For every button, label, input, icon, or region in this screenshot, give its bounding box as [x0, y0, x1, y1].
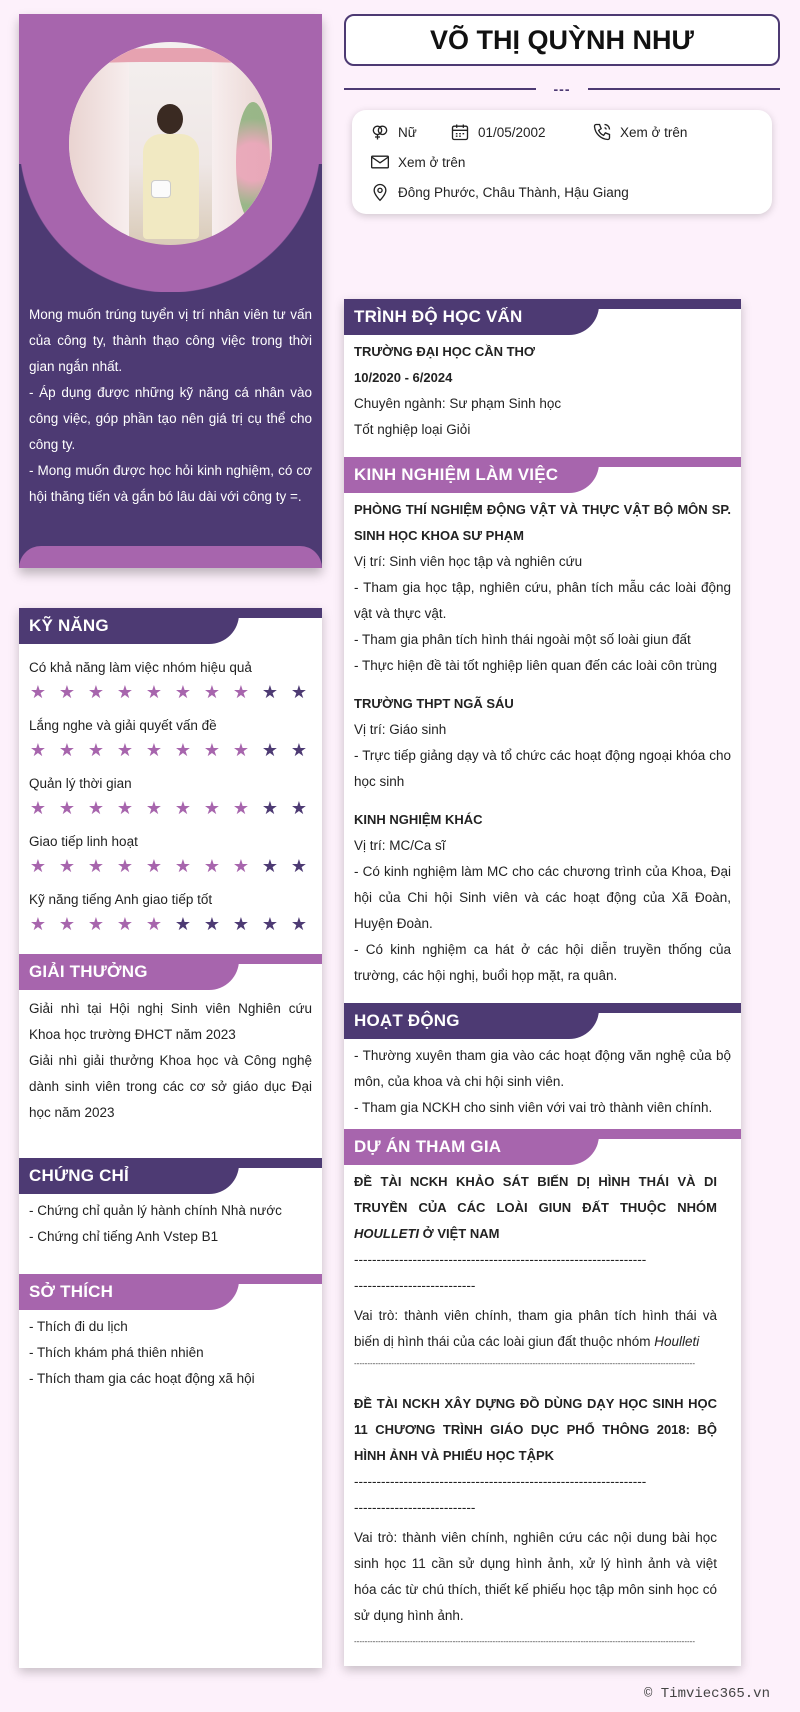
section-title: HOẠT ĐỘNG [354, 1011, 460, 1030]
address-value: Đông Phước, Châu Thành, Hậu Giang [398, 184, 629, 200]
star-filled-icon: ★ [29, 740, 47, 760]
star-filled-icon: ★ [29, 798, 47, 818]
location-pin-icon [370, 182, 390, 202]
star-empty-icon: ★ [261, 682, 279, 702]
certificate-item: - Chứng chỉ tiếng Anh Vstep B1 [29, 1229, 219, 1244]
star-filled-icon: ★ [116, 740, 134, 760]
skill-name: Giao tiếp linh hoạt [29, 834, 138, 849]
email-row [370, 150, 465, 174]
award-item: Giải nhì giải thưởng Khoa học và Công nghệ dành sinh viên trong các cơ sở giáo dục Đại học năm 2023 [29, 1053, 312, 1120]
star-filled-icon: ★ [145, 856, 163, 876]
star-filled-icon: ★ [174, 856, 192, 876]
job-line: - Thực hiện đề tài tốt nghiệp liên quan đến các loài côn trùng [354, 658, 718, 673]
star-empty-icon: ★ [290, 798, 308, 818]
skill-rating [29, 914, 312, 934]
star-empty-icon: ★ [290, 682, 308, 702]
skill-name: Quản lý thời gian [29, 776, 132, 791]
project-title-text: Ở VIỆT NAM [419, 1226, 500, 1241]
star-filled-icon: ★ [203, 798, 221, 818]
main-sections-card [344, 299, 741, 1666]
star-filled-icon: ★ [232, 682, 250, 702]
star-filled-icon: ★ [87, 740, 105, 760]
experience-body [344, 497, 741, 989]
star-filled-icon: ★ [58, 798, 76, 818]
job-line: - Tham gia học tập, nghiên cứu, phân tích mẫu các loài động vật và thực vật. [354, 580, 731, 621]
section-title: TRÌNH ĐỘ HỌC VẤN [354, 307, 523, 326]
star-filled-icon: ★ [145, 682, 163, 702]
star-filled-icon: ★ [58, 856, 76, 876]
projects-header [344, 1129, 741, 1165]
contact-info-card [352, 110, 772, 214]
email-value: Xem ở trên [398, 154, 466, 170]
section-title: DỰ ÁN THAM GIA [354, 1137, 502, 1156]
birthday-value: 01/05/2002 [478, 124, 546, 140]
awards-list [19, 996, 322, 1126]
star-empty-icon: ★ [290, 914, 308, 934]
mail-icon [370, 152, 390, 172]
star-filled-icon: ★ [145, 798, 163, 818]
activities-body [344, 1043, 741, 1121]
divider-mark: --- [553, 81, 571, 97]
education-header [344, 299, 741, 335]
objective-line: - Mong muốn được học hỏi kinh nghiệm, có cơ hội thăng tiến và gắn bó lâu dài với công ty =. [29, 463, 312, 504]
skill-item [19, 832, 322, 876]
job-line: Vị trí: Sinh viên học tập và nghiên cứu [354, 554, 583, 569]
hobbies-header [19, 1274, 322, 1310]
skills-list [19, 658, 322, 934]
footer-credit: © Timviec365.vn [643, 1686, 770, 1702]
certificate-item: - Chứng chỉ quản lý hành chính Nhà nước [29, 1203, 282, 1218]
star-filled-icon: ★ [29, 682, 47, 702]
hobby-item: - Thích khám phá thiên nhiên [29, 1345, 204, 1360]
star-filled-icon: ★ [203, 682, 221, 702]
skill-name: Kỹ năng tiếng Anh giao tiếp tốt [29, 892, 213, 907]
hobby-item: - Thích tham gia các hoạt động xã hội [29, 1371, 255, 1386]
job-line: - Có kinh nghiệm làm MC cho các chương trình của Khoa, Đại hội của Chi hội Sinh viên và các hoạt động của Xã Đoàn, Huyện Đoàn. [354, 864, 731, 931]
star-empty-icon: ★ [203, 914, 221, 934]
star-filled-icon: ★ [174, 682, 192, 702]
star-filled-icon: ★ [203, 740, 221, 760]
dash-separator: --------------------------- [354, 1278, 476, 1293]
project-title [354, 1169, 717, 1247]
profile-card [19, 14, 322, 568]
star-filled-icon: ★ [232, 740, 250, 760]
objective-line: Mong muốn trúng tuyển vị trí nhân viên tư vấn của công ty, thành thạo công việc trong thời gian ngắn nhất. [29, 307, 312, 374]
card-bottom-accent [19, 546, 322, 568]
job-org: TRƯỜNG THPT NGÃ SÁU [354, 696, 514, 711]
project-role-text: Vai trò: thành viên chính, tham gia phân tích hình thái và biến dị hình thái của các loài giun đất thuộc nhóm [354, 1308, 717, 1349]
education-major: Chuyên ngành: Sư phạm Sinh học [354, 396, 562, 411]
star-filled-icon: ★ [145, 740, 163, 760]
star-filled-icon: ★ [116, 914, 134, 934]
skill-rating [29, 740, 312, 760]
star-empty-icon: ★ [232, 914, 250, 934]
left-column [19, 14, 322, 1386]
phone-icon [592, 122, 612, 142]
experience-header [344, 457, 741, 493]
project-title-text: ĐỀ TÀI NCKH KHẢO SÁT BIẾN DỊ HÌNH THÁI VÀ DI TRUYỀN CỦA CÁC LOÀI GIUN ĐẤT THUỘC NHÓM [354, 1174, 717, 1215]
projects-body [344, 1169, 741, 1649]
star-filled-icon: ★ [145, 914, 163, 934]
dash-separator: ----------------------------------------------------------------- [354, 1474, 647, 1489]
skill-item [19, 716, 322, 760]
certificates-list [19, 1198, 322, 1250]
education-grade: Tốt nghiệp loại Giỏi [354, 422, 471, 437]
skill-rating [29, 856, 312, 876]
star-empty-icon: ★ [290, 740, 308, 760]
phone-row [592, 120, 687, 144]
gender-value: Nữ [398, 124, 417, 140]
award-item: Giải nhì tại Hội nghị Sinh viên Nghiên cứu Khoa học trường ĐHCT năm 2023 [29, 1001, 312, 1042]
career-objective [19, 292, 322, 510]
profile-photo [69, 42, 272, 245]
section-title: SỞ THÍCH [29, 1282, 114, 1301]
star-filled-icon: ★ [232, 798, 250, 818]
hobby-item: - Thích đi du lịch [29, 1319, 128, 1334]
project-role: Vai trò: thành viên chính, nghiên cứu các nội dung bài học sinh học 11 cần sử dụng hình ảnh, xử lý hình ảnh và việt hóa các từ chú thích, thiết kế phiếu học tập môn sinh học có sử dụng hình ảnh. [354, 1530, 717, 1623]
job-line: Vị trí: Giáo sinh [354, 722, 447, 737]
skill-item [19, 774, 322, 818]
job-org: KINH NGHIỆM KHÁC [354, 812, 483, 827]
gender-row [370, 120, 417, 144]
skill-name: Lắng nghe và giải quyết vấn đề [29, 718, 217, 733]
project-role [354, 1303, 717, 1355]
skill-item [19, 658, 322, 702]
hobbies-list [19, 1314, 322, 1392]
gender-icon [370, 122, 390, 142]
calendar-icon [450, 122, 470, 142]
project-title: ĐỀ TÀI NCKH XÂY DỰNG ĐỒ DÙNG DẠY HỌC SINH HỌC 11 CHƯƠNG TRÌNH GIÁO DỤC PHỔ THÔNG 2018: BỘ HÌNH ẢNH VÀ PHIẾU HỌC TẬPK [354, 1396, 717, 1463]
activity-item: - Thường xuyên tham gia vào các hoạt động văn nghệ của bộ môn, của khoa và chi hội sinh viên. [354, 1048, 731, 1089]
activity-item: - Tham gia NCKH cho sinh viên với vai trò thành viên chính. [354, 1100, 713, 1115]
full-name: VÕ THỊ QUỲNH NHƯ [344, 14, 780, 66]
project-role-italic: Houlleti [654, 1334, 700, 1349]
star-filled-icon: ★ [29, 856, 47, 876]
project-title-italic: HOULLETI [354, 1226, 419, 1241]
star-empty-icon: ★ [261, 798, 279, 818]
star-filled-icon: ★ [29, 914, 47, 934]
star-filled-icon: ★ [87, 682, 105, 702]
thin-separator: -------------------------------------------------------------------------------------------------------------------------------- [354, 1359, 695, 1368]
job-line: - Trực tiếp giảng dạy và tổ chức các hoạt động ngoại khóa cho học sinh [354, 748, 731, 789]
birthday-row [450, 120, 546, 144]
star-filled-icon: ★ [58, 682, 76, 702]
star-filled-icon: ★ [58, 740, 76, 760]
section-title: KỸ NĂNG [29, 616, 109, 635]
dash-separator: --------------------------- [354, 1500, 476, 1515]
job-line: - Có kinh nghiệm ca hát ở các hội diễn truyền thống của trường, các hội nghị, buổi họp mặt, ra quân. [354, 942, 731, 983]
star-filled-icon: ★ [174, 740, 192, 760]
certificates-header [19, 1158, 322, 1194]
skill-rating [29, 798, 312, 818]
phone-value: Xem ở trên [620, 124, 688, 140]
awards-header [19, 954, 322, 990]
star-filled-icon: ★ [87, 798, 105, 818]
education-period: 10/2020 - 6/2024 [354, 370, 453, 385]
star-filled-icon: ★ [87, 856, 105, 876]
skill-item [19, 890, 322, 934]
section-title: KINH NGHIỆM LÀM VIỆC [354, 465, 559, 484]
star-filled-icon: ★ [232, 856, 250, 876]
star-filled-icon: ★ [116, 798, 134, 818]
school-name: TRƯỜNG ĐẠI HỌC CẦN THƠ [354, 344, 536, 359]
section-title: CHỨNG CHỈ [29, 1166, 129, 1185]
star-filled-icon: ★ [116, 682, 134, 702]
address-row [370, 180, 629, 204]
star-filled-icon: ★ [174, 798, 192, 818]
skill-name: Có khả năng làm việc nhóm hiệu quả [29, 660, 252, 675]
skills-header [19, 608, 322, 644]
job-line: Vị trí: MC/Ca sĩ [354, 838, 446, 853]
star-filled-icon: ★ [203, 856, 221, 876]
star-filled-icon: ★ [116, 856, 134, 876]
dash-separator: ----------------------------------------------------------------- [354, 1252, 647, 1267]
star-filled-icon: ★ [87, 914, 105, 934]
objective-line: - Áp dụng được những kỹ năng cá nhân vào công việc, góp phần tạo nên giá trị cụ thể cho công ty. [29, 385, 312, 452]
star-empty-icon: ★ [261, 856, 279, 876]
star-empty-icon: ★ [261, 914, 279, 934]
job-line: - Tham gia phân tích hình thái ngoài một số loài giun đất [354, 632, 691, 647]
section-title: GIẢI THƯỞNG [29, 962, 148, 981]
side-sections-card [19, 608, 322, 1668]
education-body [344, 339, 741, 443]
name-divider [344, 82, 780, 96]
star-empty-icon: ★ [174, 914, 192, 934]
star-filled-icon: ★ [58, 914, 76, 934]
thin-separator: -------------------------------------------------------------------------------------------------------------------------------- [354, 1637, 695, 1646]
star-empty-icon: ★ [261, 740, 279, 760]
job-org: PHÒNG THÍ NGHIỆM ĐỘNG VẬT VÀ THỰC VẬT BỘ MÔN SP. SINH HỌC KHOA SƯ PHẠM [354, 502, 731, 543]
activities-header [344, 1003, 741, 1039]
star-empty-icon: ★ [290, 856, 308, 876]
skill-rating [29, 682, 312, 702]
